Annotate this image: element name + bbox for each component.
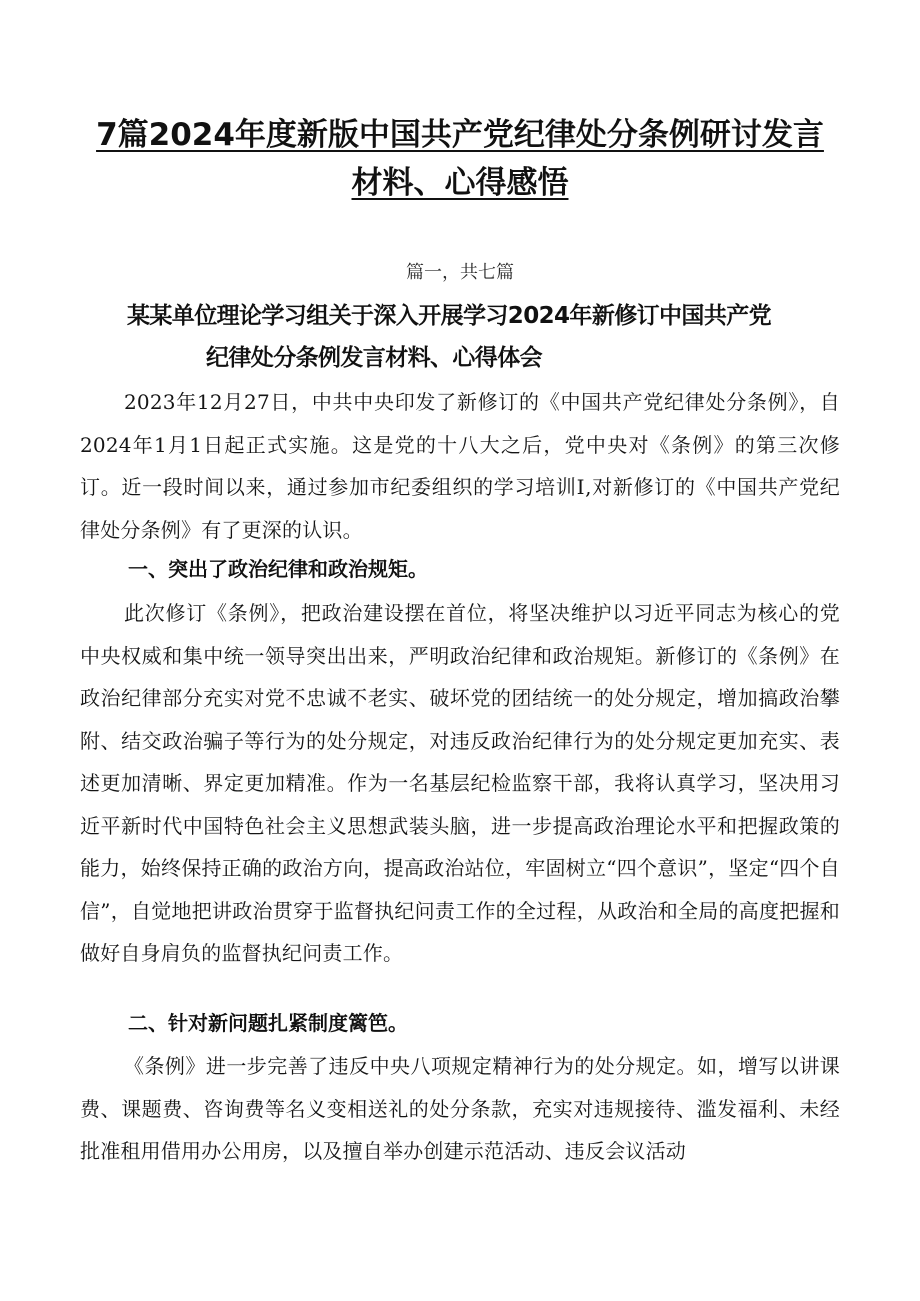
section-heading-1: 一、突出了政治纪律和政治规矩。	[128, 557, 428, 581]
article-title-line-2: 纪律处分条例发言材料、心得体会	[206, 345, 543, 371]
body-paragraph-new-problems: 《条例》进一步完善了违反中央八项规定精神行为的处分规定。如，增写以讲课费、课题费、咨询费等名义变相送礼的处分条款，充实对违规接待、滥发福利、未经批准租用借用办公用房，以及擅自举办创建示范活动、违反会议活动	[80, 1054, 840, 1163]
article-title-line-1: 某某单位理论学习组关于深入开展学习2024年新修订中国共产党	[127, 303, 772, 329]
document-title-line-1: 7篇2024年度新版中国共产党纪律处分条例研讨发言	[96, 117, 824, 153]
section-marker: 篇一，共七篇	[406, 262, 514, 283]
body-paragraph-intro: 2023年12月27日，中共中央印发了新修订的《中国共产党纪律处分条例》，自2024年1月1日起正式实施。这是党的十八大之后，党中央对《条例》的第三次修订。近一段时间以来，通过参加市纪委组织的学习培训Ⅰ,对新修订的《中国共产党纪律处分条例》有了更深的认识。	[80, 390, 840, 542]
body-paragraph-political-discipline: 此次修订《条例》，把政治建设摆在首位，将坚决维护以习近平同志为核心的党中央权威和集中统一领导突出出来，严明政治纪律和政治规矩。新修订的《条例》在政治纪律部分充实对党不忠诚不老实、破坏党的团结统一的处分规定，增加搞政治攀附、结交政治骗子等行为的处分规定，对违反政治纪律行为的处分规定更加充实、表述更加清晰、界定更加精准。作为一名基层纪检监察干部，我将认真学习，坚决用习近平新时代中国特色社会主义思想武装头脑，进一步提高政治理论水平和把握政策的能力，始终保持正确的政治方向，提高政治站位，牢固树立“四个意识”，坚定“四个自信”，自觉地把讲政治贯穿于监督执纪问责工作的全过程，从政治和全局的高度把握和做好自身肩负的监督执纪问责工作。	[80, 601, 840, 965]
section-heading-2: 二、针对新问题扎紧制度篱笆。	[128, 1011, 408, 1035]
document-title-line-2: 材料、心得感悟	[351, 165, 569, 201]
